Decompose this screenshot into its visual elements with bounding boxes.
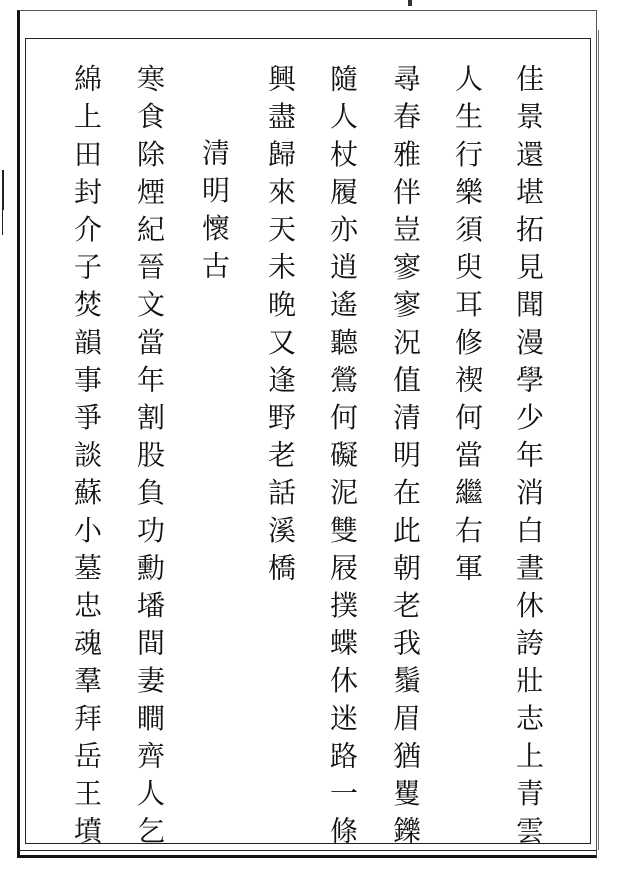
margin-mark (2, 205, 3, 235)
margin-mark (2, 170, 4, 210)
text-column-5: 興盡歸來天未晚又逢野老話溪橋 (264, 64, 297, 591)
text-column-2: 人生行樂須臾耳修禊何當繼右軍 (451, 64, 484, 591)
text-column-4: 隨人杖履亦逍遙聽鶯何礙泥雙屐撲蝶休迷路一條 (326, 64, 359, 854)
text-column-1: 佳景還堪拓見聞漫學少年消白晝休誇壯志上青雲 (512, 64, 545, 854)
text-column-3: 尋春雅伴豈寥寥況值清明在此朝老我鬚眉猶矍鑠 (389, 64, 422, 854)
scan-mark (408, 0, 412, 6)
text-column-7: 寒食除煙紀晉文當年割股負功勳墦間妻瞷齊人乞 (133, 64, 166, 854)
text-column-8: 綿上田封介子焚韻事爭談蘇小墓忠魂羣拜岳王墳 (70, 64, 103, 854)
text-frame (25, 38, 591, 844)
poem-title: 清明懷古 (198, 138, 231, 289)
page-edge-line (598, 30, 599, 850)
